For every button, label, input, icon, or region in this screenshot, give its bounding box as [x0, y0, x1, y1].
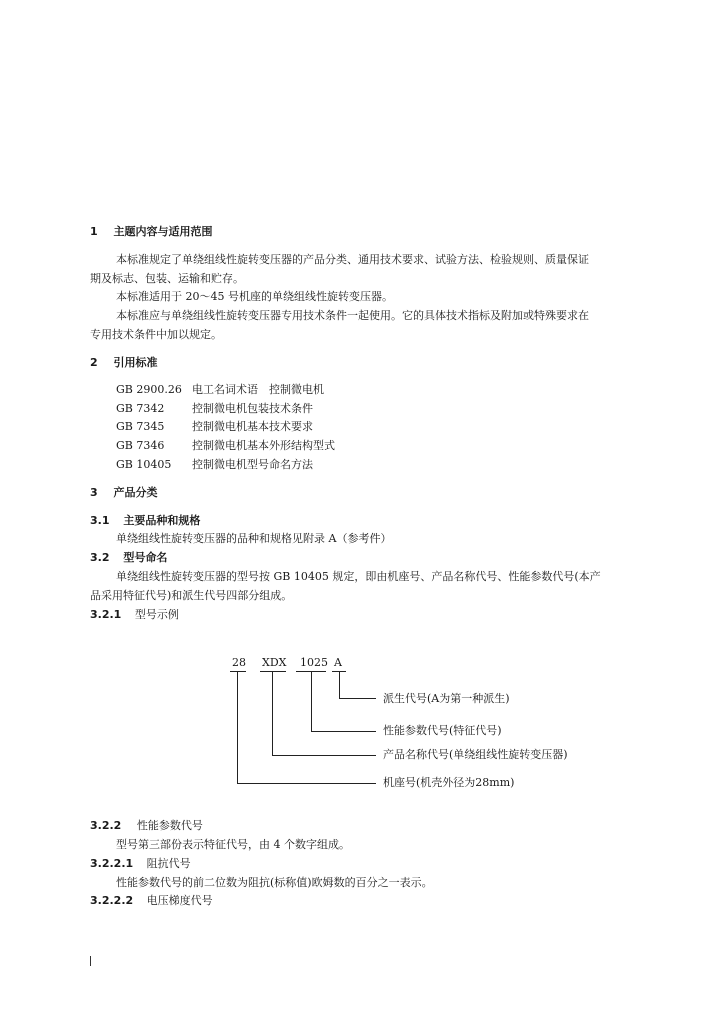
reference-code: GB 7345 [116, 420, 165, 433]
model-part-name: XDX [262, 656, 287, 669]
section-3-1-number: 3.1 [90, 514, 110, 527]
section-2-title: 引用标准 [113, 356, 158, 369]
section-3-2-2-1-text: 性能参数代号的前二位数为阻抗(标称值)欧姆数的百分之一表示。 [116, 876, 433, 889]
reference-title: 控制微电机基本外形结构型式 [192, 439, 335, 452]
reference-code: GB 7346 [116, 439, 165, 452]
label-frame: 机座号(机壳外径为28mm) [383, 776, 515, 789]
section-3-number: 3 [90, 486, 98, 499]
model-part-params: 1025 [300, 656, 328, 669]
section-3-1-text: 单绕组线性旋转变压器的品种和规格见附录 A（参考件） [116, 532, 392, 545]
label-params: 性能参数代号(特征代号) [383, 724, 502, 737]
section-3-heading [90, 486, 158, 500]
section-3-2-2-number: 3.2.2 [90, 819, 122, 832]
section-3-2-2-1-number: 3.2.2.1 [90, 857, 134, 870]
section-3-title: 产品分类 [113, 486, 158, 499]
reference-item [116, 402, 313, 416]
section-1-title: 主题内容与适用范围 [113, 225, 213, 238]
model-part-frame: 28 [232, 656, 246, 669]
label-derivative: 派生代号(A为第一种派生) [383, 692, 510, 705]
section-3-2-2-title: 性能参数代号 [136, 819, 203, 832]
section-1-number: 1 [90, 225, 98, 238]
section-1-para2: 本标准适用于 20～45 号机座的单绕组线性旋转变压器。 [116, 290, 393, 303]
section-2-number: 2 [90, 356, 98, 369]
section-1-para1-line1: 本标准规定了单绕组线性旋转变压器的产品分类、通用技术要求、试验方法、检验规则、质量保证 [116, 253, 589, 266]
section-3-2-2-2-number: 3.2.2.2 [90, 894, 134, 907]
section-3-2-1-heading [90, 608, 179, 622]
reference-item [116, 439, 335, 453]
reference-title: 控制微电机包装技术条件 [192, 402, 313, 415]
section-3-2-1-title: 型号示例 [134, 608, 179, 621]
section-3-2-line1: 单绕组线性旋转变压器的型号按 GB 10405 规定，即由机座号、产品名称代号、性能参数代号(本产 [116, 570, 601, 583]
page-margin-mark [90, 956, 91, 966]
reference-title: 控制微电机基本技术要求 [192, 420, 313, 433]
section-1-heading [90, 225, 213, 239]
section-1-para3-line2: 专用技术条件中加以规定。 [90, 328, 222, 341]
section-3-2-2-heading [90, 819, 203, 833]
label-name: 产品名称代号(单绕组线性旋转变压器) [383, 748, 568, 761]
section-3-2-2-2-title: 电压梯度代号 [146, 894, 213, 907]
section-3-2-1-number: 3.2.1 [90, 608, 122, 621]
reference-item [116, 383, 324, 397]
reference-item [116, 458, 313, 472]
section-3-2-2-1-title: 阻抗代号 [146, 857, 191, 870]
section-3-1-heading [90, 514, 200, 528]
reference-title: 电工名词术语 控制微电机 [192, 383, 324, 396]
section-3-2-2-text: 型号第三部份表示特征代号，由 4 个数字组成。 [116, 838, 350, 851]
section-3-2-number: 3.2 [90, 551, 110, 564]
section-3-2-line2: 品采用特征代号)和派生代号四部分组成。 [90, 589, 293, 602]
section-3-2-title: 型号命名 [123, 551, 168, 564]
reference-title: 控制微电机型号命名方法 [192, 458, 313, 471]
section-2-heading [90, 356, 158, 370]
section-3-2-2-1-heading [90, 857, 191, 871]
section-1-para3-line1: 本标准应与单绕组线性旋转变压器专用技术条件一起使用。它的具体技术指标及附加或特殊要求在 [116, 309, 589, 322]
reference-code: GB 7342 [116, 402, 165, 415]
section-3-1-title: 主要品种和规格 [123, 514, 201, 527]
reference-code: GB 2900.26 [116, 383, 182, 396]
model-part-derivative: A [334, 656, 342, 669]
section-3-2-heading [90, 551, 167, 565]
section-3-2-2-2-heading [90, 894, 213, 908]
leader-frame [237, 672, 376, 784]
reference-item [116, 420, 313, 434]
section-1-para1-line2: 期及标志、包装、运输和贮存。 [90, 272, 244, 285]
reference-code: GB 10405 [116, 458, 172, 471]
